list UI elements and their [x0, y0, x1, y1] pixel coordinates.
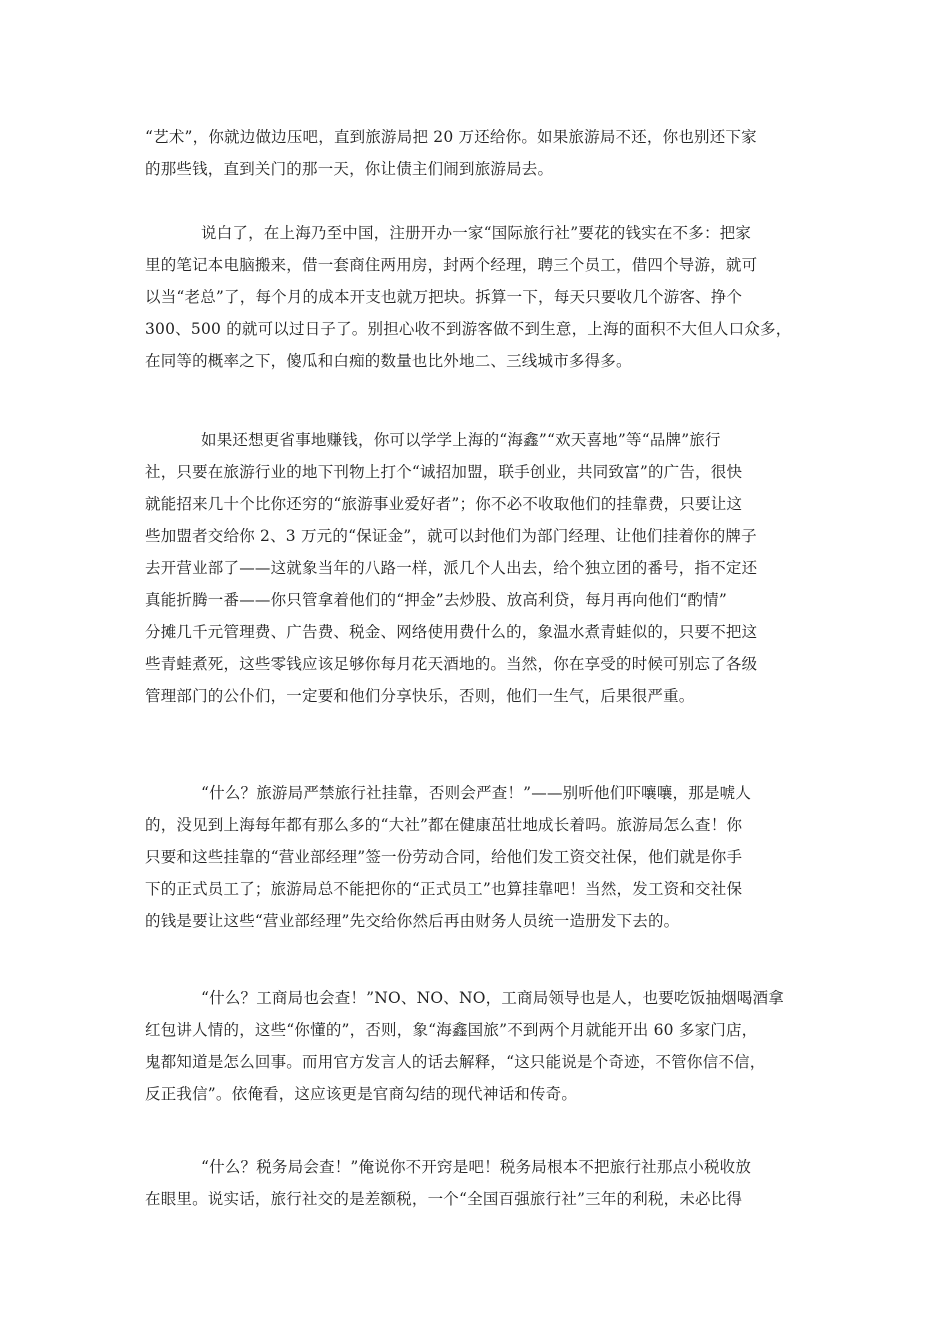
paragraph-line: “什么？旅游局严禁旅行社挂靠，否则会严查！”——别听他们吓嚷嚷，那是唬人 [201, 784, 752, 802]
paragraph-2 [145, 217, 805, 377]
paragraph-line: “什么？工商局也会查！”NO、NO、NO，工商局领导也是人，也要吃饭抽烟喝酒拿 [201, 989, 784, 1007]
paragraph-line: 的，没见到上海每年都有那么多的“大社”都在健康茁壮地成长着吗。旅游局怎么查！你 [145, 816, 743, 834]
paragraph-line: 社，只要在旅游行业的地下刊物上打个“诚招加盟，联手创业，共同致富”的广告，很快 [145, 463, 743, 481]
paragraph-line: 红包讲人情的，这些“你懂的”，否则，象“海鑫国旅”不到两个月就能开出 60 多家门店， [145, 1021, 758, 1039]
paragraph-line: 去开营业部了——这就象当年的八路一样，派几个人出去，给个独立团的番号，指不定还 [145, 559, 758, 577]
paragraph-line: 300、500 的就可以过日子了。别担心收不到游客做不到生意，上海的面积不大但人口众多， [145, 320, 792, 338]
paragraph-line: 如果还想更省事地赚钱，你可以学学上海的“海鑫”“欢天喜地”等“品牌”旅行 [201, 431, 721, 449]
paragraph-line: 分摊几千元管理费、广告费、税金、网络使用费什么的，象温水煮青蛙似的，只要不把这 [145, 623, 758, 641]
paragraph-line: 管理部门的公仆们，一定要和他们分享快乐，否则，他们一生气，后果很严重。 [145, 687, 695, 705]
paragraph-3 [145, 424, 805, 712]
paragraph-line: 以当“老总”了，每个月的成本开支也就万把块。拆算一下，每天只要收几个游客、挣个 [145, 288, 743, 306]
paragraph-line: 的那些钱，直到关门的那一天，你让债主们闹到旅游局去。 [145, 160, 554, 178]
paragraph-line: 真能折腾一番——你只管拿着他们的“押金”去炒股、放高利贷，每月再向他们“酌情” [145, 591, 727, 609]
paragraph-line: 些加盟者交给你 2、3 万元的“保证金”，就可以封他们为部门经理、让他们挂着你的牌子 [145, 527, 757, 545]
paragraph-5 [145, 982, 805, 1110]
paragraph-line: 里的笔记本电脑搬来，借一套商住两用房，封两个经理，聘三个员工，借四个导游，就可 [145, 256, 758, 274]
paragraph-line: 就能招来几十个比你还穷的“旅游事业爱好者”；你不必不收取他们的挂靠费，只要让这 [145, 495, 743, 513]
paragraph-line: 在眼里。说实话，旅行社交的是差额税，一个“全国百强旅行社”三年的利税，未必比得 [145, 1190, 743, 1208]
paragraph-line: 些青蛙煮死，这些零钱应该足够你每月花天酒地的。当然，你在享受的时候可别忘了各级 [145, 655, 758, 673]
paragraph-line: 的钱是要让这些“营业部经理”先交给你然后再由财务人员统一造册发下去的。 [145, 912, 680, 930]
paragraph-line: 在同等的概率之下，傻瓜和白痴的数量也比外地二、三线城市多得多。 [145, 352, 632, 370]
paragraph-4 [145, 777, 805, 937]
paragraph-line: “什么？税务局会查！”俺说你不开窍是吧！税务局根本不把旅行社那点小税收放 [201, 1158, 752, 1176]
paragraph-1 [145, 121, 805, 185]
paragraph-line: 下的正式员工了；旅游局总不能把你的“正式员工”也算挂靠吧！当然，发工资和交社保 [145, 880, 743, 898]
paragraph-line: 说白了，在上海乃至中国，注册开办一家“国际旅行社”要花的钱实在不多：把家 [201, 224, 752, 242]
paragraph-line: “艺术”，你就边做边压吧，直到旅游局把 20 万还给你。如果旅游局不还，你也别还下家 [145, 128, 757, 146]
paragraph-line: 只要和这些挂靠的“营业部经理”签一份劳动合同，给他们发工资交社保，他们就是你手 [145, 848, 743, 866]
paragraph-6 [145, 1151, 805, 1215]
paragraph-line: 鬼都知道是怎么回事。而用官方发言人的话去解释，“这只能说是个奇迹，不管你信不信， [145, 1053, 766, 1071]
paragraph-line: 反正我信”。依俺看，这应该更是官商勾结的现代神话和传奇。 [145, 1085, 578, 1103]
